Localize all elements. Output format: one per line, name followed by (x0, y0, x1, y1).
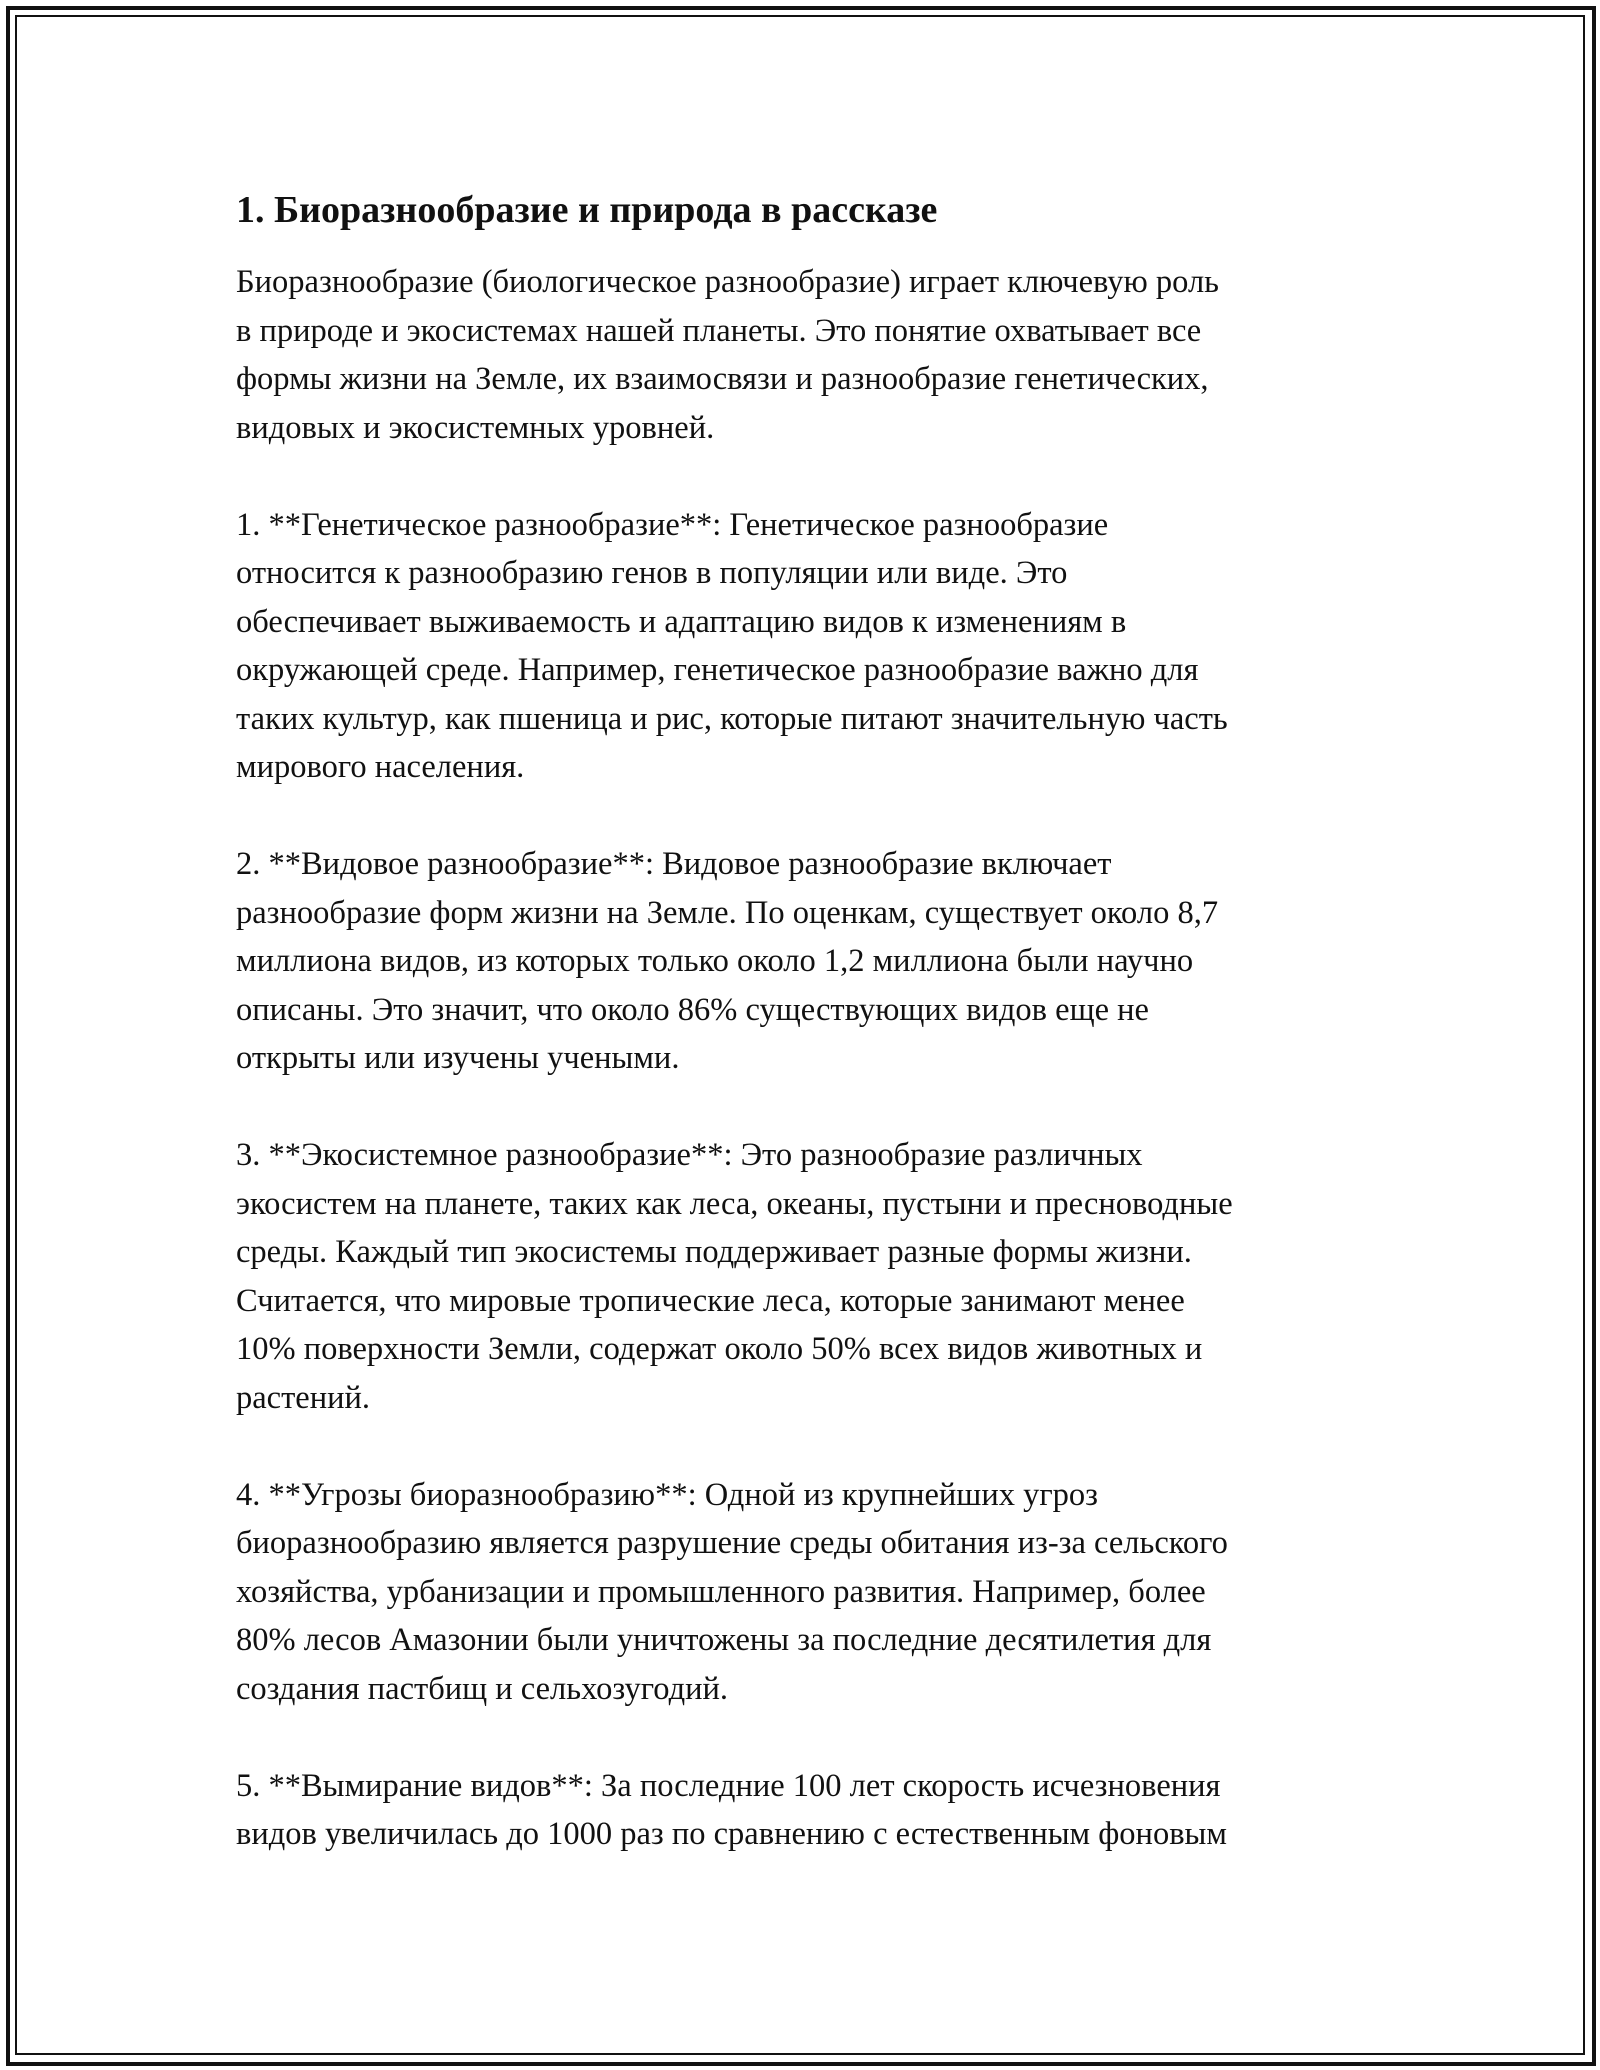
text-line: 80% лесов Амазонии были уничтожены за последние десятилетия для (236, 1622, 1212, 1658)
section-heading: 1. Биоразнообразие и природа в рассказе (236, 189, 938, 231)
text-line: 10% поверхности Земли, содержат около 50% всех видов животных и (236, 1331, 1203, 1367)
text-line: 5. **Вымирание видов**: За последние 100 лет скорость исчезновения (236, 1767, 1221, 1804)
text-line: окружающей среде. Например, генетическое разнообразие важно для (236, 652, 1199, 688)
text-line: 3. **Экосистемное разнообразие**: Это разнообразие различных (236, 1137, 1143, 1173)
text-line: разнообразие форм жизни на Земле. По оценкам, существует около 8,7 (236, 894, 1219, 931)
text-line: мирового населения. (236, 749, 525, 785)
text-line: создания пастбищ и сельхозугодий. (236, 1670, 729, 1707)
text-line: 1. **Генетическое разнообразие**: Генетическое разнообразие (236, 506, 1109, 543)
text-line: 4. **Угрозы биоразнообразию**: Одной из крупнейших угроз (236, 1476, 1099, 1513)
text-line: хозяйства, урбанизации и промышленного развития. Например, более (236, 1573, 1206, 1610)
text-line: формы жизни на Земле, их взаимосвязи и разнообразие генетических, (236, 361, 1209, 397)
genetic-diversity-paragraph (236, 501, 1376, 792)
text-line: Биоразнообразие (биологическое разнообразие) играет ключевую роль (236, 264, 1219, 300)
text-line: описаны. Это значит, что около 86% существующих видов еще не (236, 991, 1149, 1028)
text-line: видовых и экосистемных уровней. (236, 409, 715, 446)
ecosystem-diversity-paragraph (236, 1131, 1376, 1422)
intro-paragraph (236, 258, 1376, 452)
text-line: биоразнообразию является разрушение среды обитания из-за сельского (236, 1525, 1228, 1561)
text-line: в природе и экосистемах нашей планеты. Это понятие охватывает все (236, 312, 1202, 349)
text-line: среды. Каждый тип экосистемы поддерживает разные формы жизни. (236, 1234, 1192, 1270)
text-line: миллиона видов, из которых только около 1,2 миллиона были научно (236, 943, 1194, 979)
text-line: таких культур, как пшеница и рис, которые питают значительную часть (236, 700, 1228, 737)
text-line: Считается, что мировые тропические леса, которые занимают менее (236, 1282, 1185, 1319)
species-diversity-paragraph (236, 840, 1376, 1083)
text-line: относится к разнообразию генов в популяции или виде. Это (236, 555, 1068, 591)
text-line: обеспечивает выживаемость и адаптацию видов к изменениям в (236, 603, 1127, 640)
biodiversity-threats-paragraph (236, 1471, 1376, 1714)
text-line: открыты или изучены учеными. (236, 1040, 680, 1076)
text-line: растений. (236, 1379, 371, 1416)
text-line: 2. **Видовое разнообразие**: Видовое разнообразие включает (236, 846, 1112, 882)
text-line: экосистем на планете, таких как леса, океаны, пустыни и пресноводные (236, 1185, 1233, 1222)
species-extinction-paragraph (236, 1762, 1376, 1859)
document-body (236, 186, 1376, 1907)
text-line: видов увеличилась до 1000 раз по сравнению с естественным фоновым (236, 1816, 1227, 1852)
